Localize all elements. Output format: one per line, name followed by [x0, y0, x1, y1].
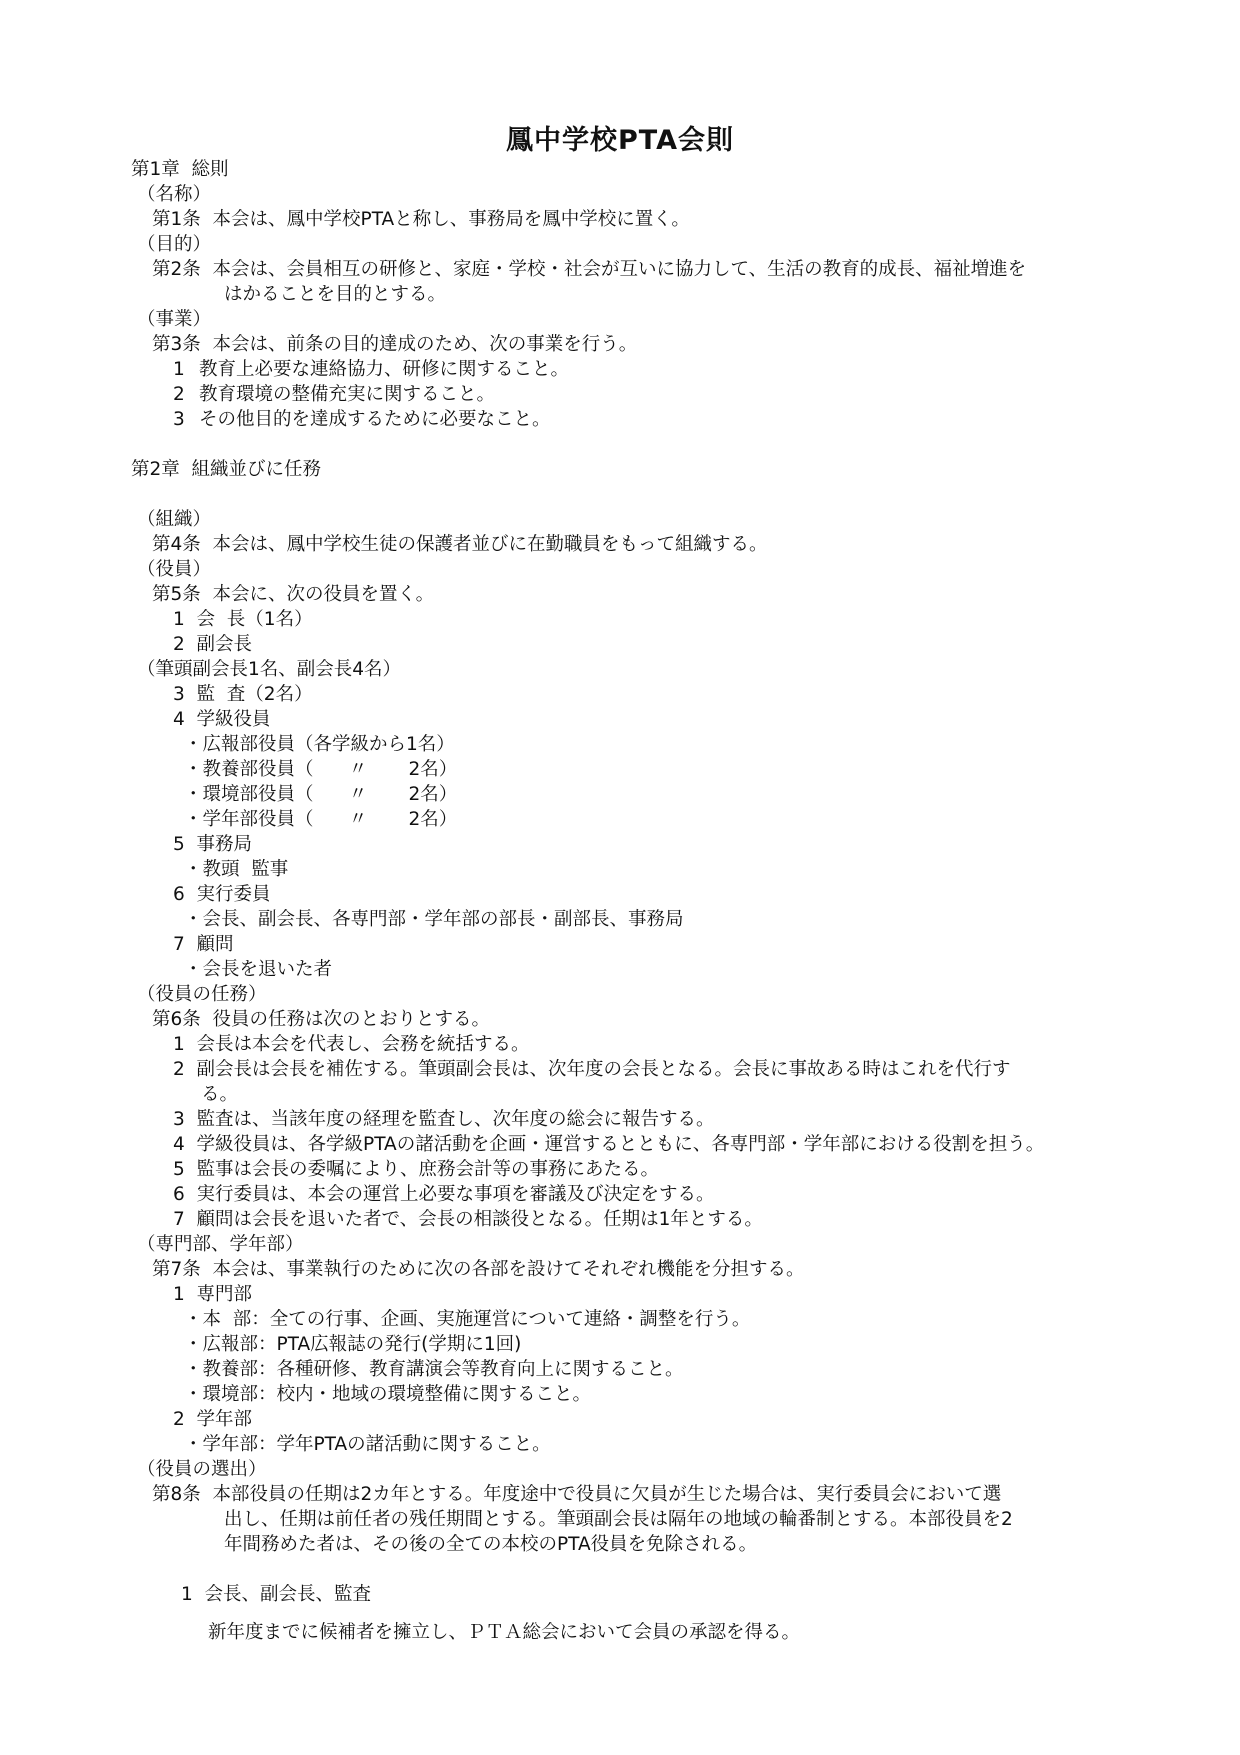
chapter-2-heading: 第2章 組織並びに任務	[131, 459, 322, 480]
class-officer-bullet: ・教養部役員（ 〃 2名）	[184, 759, 458, 780]
section-heading-business: （事業）	[137, 309, 212, 330]
article-1: 第1条 本会は、鳳中学校PTAと称し、事務局を鳳中学校に置く。	[152, 209, 690, 230]
department-bullet: ・環境部：校内・地域の環境整備に関すること。	[184, 1384, 592, 1405]
article-8-line-1: 第8条 本部役員の任期は2カ年とする。年度途中で役員に欠員が生じた場合は、実行委員会において選	[152, 1484, 1002, 1505]
executive-committee-bullet: ・会長、副会長、各専門部・学年部の部長・副部長、事務局	[184, 909, 684, 930]
class-officer-bullet: ・環境部役員（ 〃 2名）	[184, 784, 458, 805]
article-5-item-1: 1 会 長（1名）	[173, 609, 313, 630]
advisor-bullet: ・会長を退いた者	[184, 959, 333, 980]
document-title: 鳳中学校PTA会則	[505, 125, 734, 156]
article-2-line-1: 第2条 本会は、会員相互の研修と、家庭・学校・社会が互いに協力して、生活の教育的成長、福祉増進を	[152, 259, 1027, 280]
article-6-item-5: 5 監事は会長の委嘱により、庶務会計等の事務にあたる。	[173, 1159, 660, 1180]
section-heading-duties: （役員の任務）	[137, 984, 267, 1005]
article-6-item-2-line-2: る。	[201, 1084, 239, 1105]
grade-department-bullet: ・学年部：学年PTAの諸活動に関すること。	[184, 1434, 551, 1455]
department-bullet: ・本 部：全ての行事、企画、実施運営について連絡・調整を行う。	[184, 1309, 751, 1330]
article-6-item-2-line-1: 2 副会長は会長を補佐する。筆頭副会長は、次年度の会長となる。会長に事故ある時はこれを代行す	[173, 1059, 1011, 1080]
article-5-item-6: 6 実行委員	[173, 884, 271, 905]
article-6: 第6条 役員の任務は次のとおりとする。	[152, 1009, 491, 1030]
article-5: 第5条 本会に、次の役員を置く。	[152, 584, 435, 605]
section-heading-purpose: （目的）	[137, 234, 212, 255]
department-bullet: ・広報部：PTA広報誌の発行(学期に1回)	[184, 1334, 522, 1355]
section-heading-organization: （組織）	[137, 509, 212, 530]
section-heading-name: （名称）	[137, 184, 212, 205]
article-8-line-2: 出し、任期は前任者の残任期間とする。筆頭副会長は隔年の地域の輪番制とする。本部役員を2	[224, 1509, 1013, 1530]
article-6-item-7: 7 顧問は会長を退いた者で、会長の相談役となる。任期は1年とする。	[173, 1209, 763, 1230]
article-3-item: 1 教育上必要な連絡協力、研修に関すること。	[173, 359, 570, 380]
article-6-item-6: 6 実行委員は、本会の運営上必要な事項を審議及び決定をする。	[173, 1184, 715, 1205]
article-6-item-4: 4 学級役員は、各学級PTAの諸活動を企画・運営するとともに、各専門部・学年部における役割を担う。	[173, 1134, 1045, 1155]
department-bullet: ・教養部：各種研修、教育講演会等教育向上に関すること。	[184, 1359, 684, 1380]
article-3: 第3条 本会は、前条の目的達成のため、次の事業を行う。	[152, 334, 638, 355]
article-5-item-4: 4 学級役員	[173, 709, 271, 730]
article-7-item-2: 2 学年部	[173, 1409, 253, 1430]
article-5-item-2-note: （筆頭副会長1名、副会長4名）	[137, 659, 402, 680]
section-heading-officers: （役員）	[137, 559, 212, 580]
article-5-item-2: 2 副会長	[173, 634, 253, 655]
class-officer-bullet: ・学年部役員（ 〃 2名）	[184, 809, 458, 830]
chapter-1-heading: 第1章 総則	[131, 159, 229, 180]
article-6-item-3: 3 監査は、当該年度の経理を監査し、次年度の総会に報告する。	[173, 1109, 715, 1130]
article-5-item-7: 7 顧問	[173, 934, 234, 955]
article-8-line-3: 年間務めた者は、その後の全ての本校のPTA役員を免除される。	[224, 1534, 758, 1555]
class-officer-bullet: ・広報部役員（各学級から1名）	[184, 734, 455, 755]
election-item-1-text: 新年度までに候補者を擁立し、ＰＴＡ総会において会員の承認を得る。	[208, 1622, 801, 1643]
election-item-1: 1 会長、副会長、監査	[181, 1584, 372, 1605]
section-heading-election: （役員の選出）	[137, 1459, 267, 1480]
secretariat-bullet: ・教頭 監事	[184, 859, 289, 880]
article-5-item-3: 3 監 査（2名）	[173, 684, 313, 705]
article-3-item: 3 その他目的を達成するために必要なこと。	[173, 409, 551, 430]
article-7-item-1: 1 専門部	[173, 1284, 253, 1305]
article-3-item: 2 教育環境の整備充実に関すること。	[173, 384, 496, 405]
article-6-item-1: 1 会長は本会を代表し、会務を統括する。	[173, 1034, 530, 1055]
article-4: 第4条 本会は、鳳中学校生徒の保護者並びに在勤職員をもって組織する。	[152, 534, 768, 555]
article-5-item-5: 5 事務局	[173, 834, 253, 855]
article-2-line-2: はかることを目的とする。	[224, 284, 447, 305]
section-heading-departments: （専門部、学年部）	[137, 1234, 304, 1255]
article-7: 第7条 本会は、事業執行のために次の各部を設けてそれぞれ機能を分担する。	[152, 1259, 805, 1280]
